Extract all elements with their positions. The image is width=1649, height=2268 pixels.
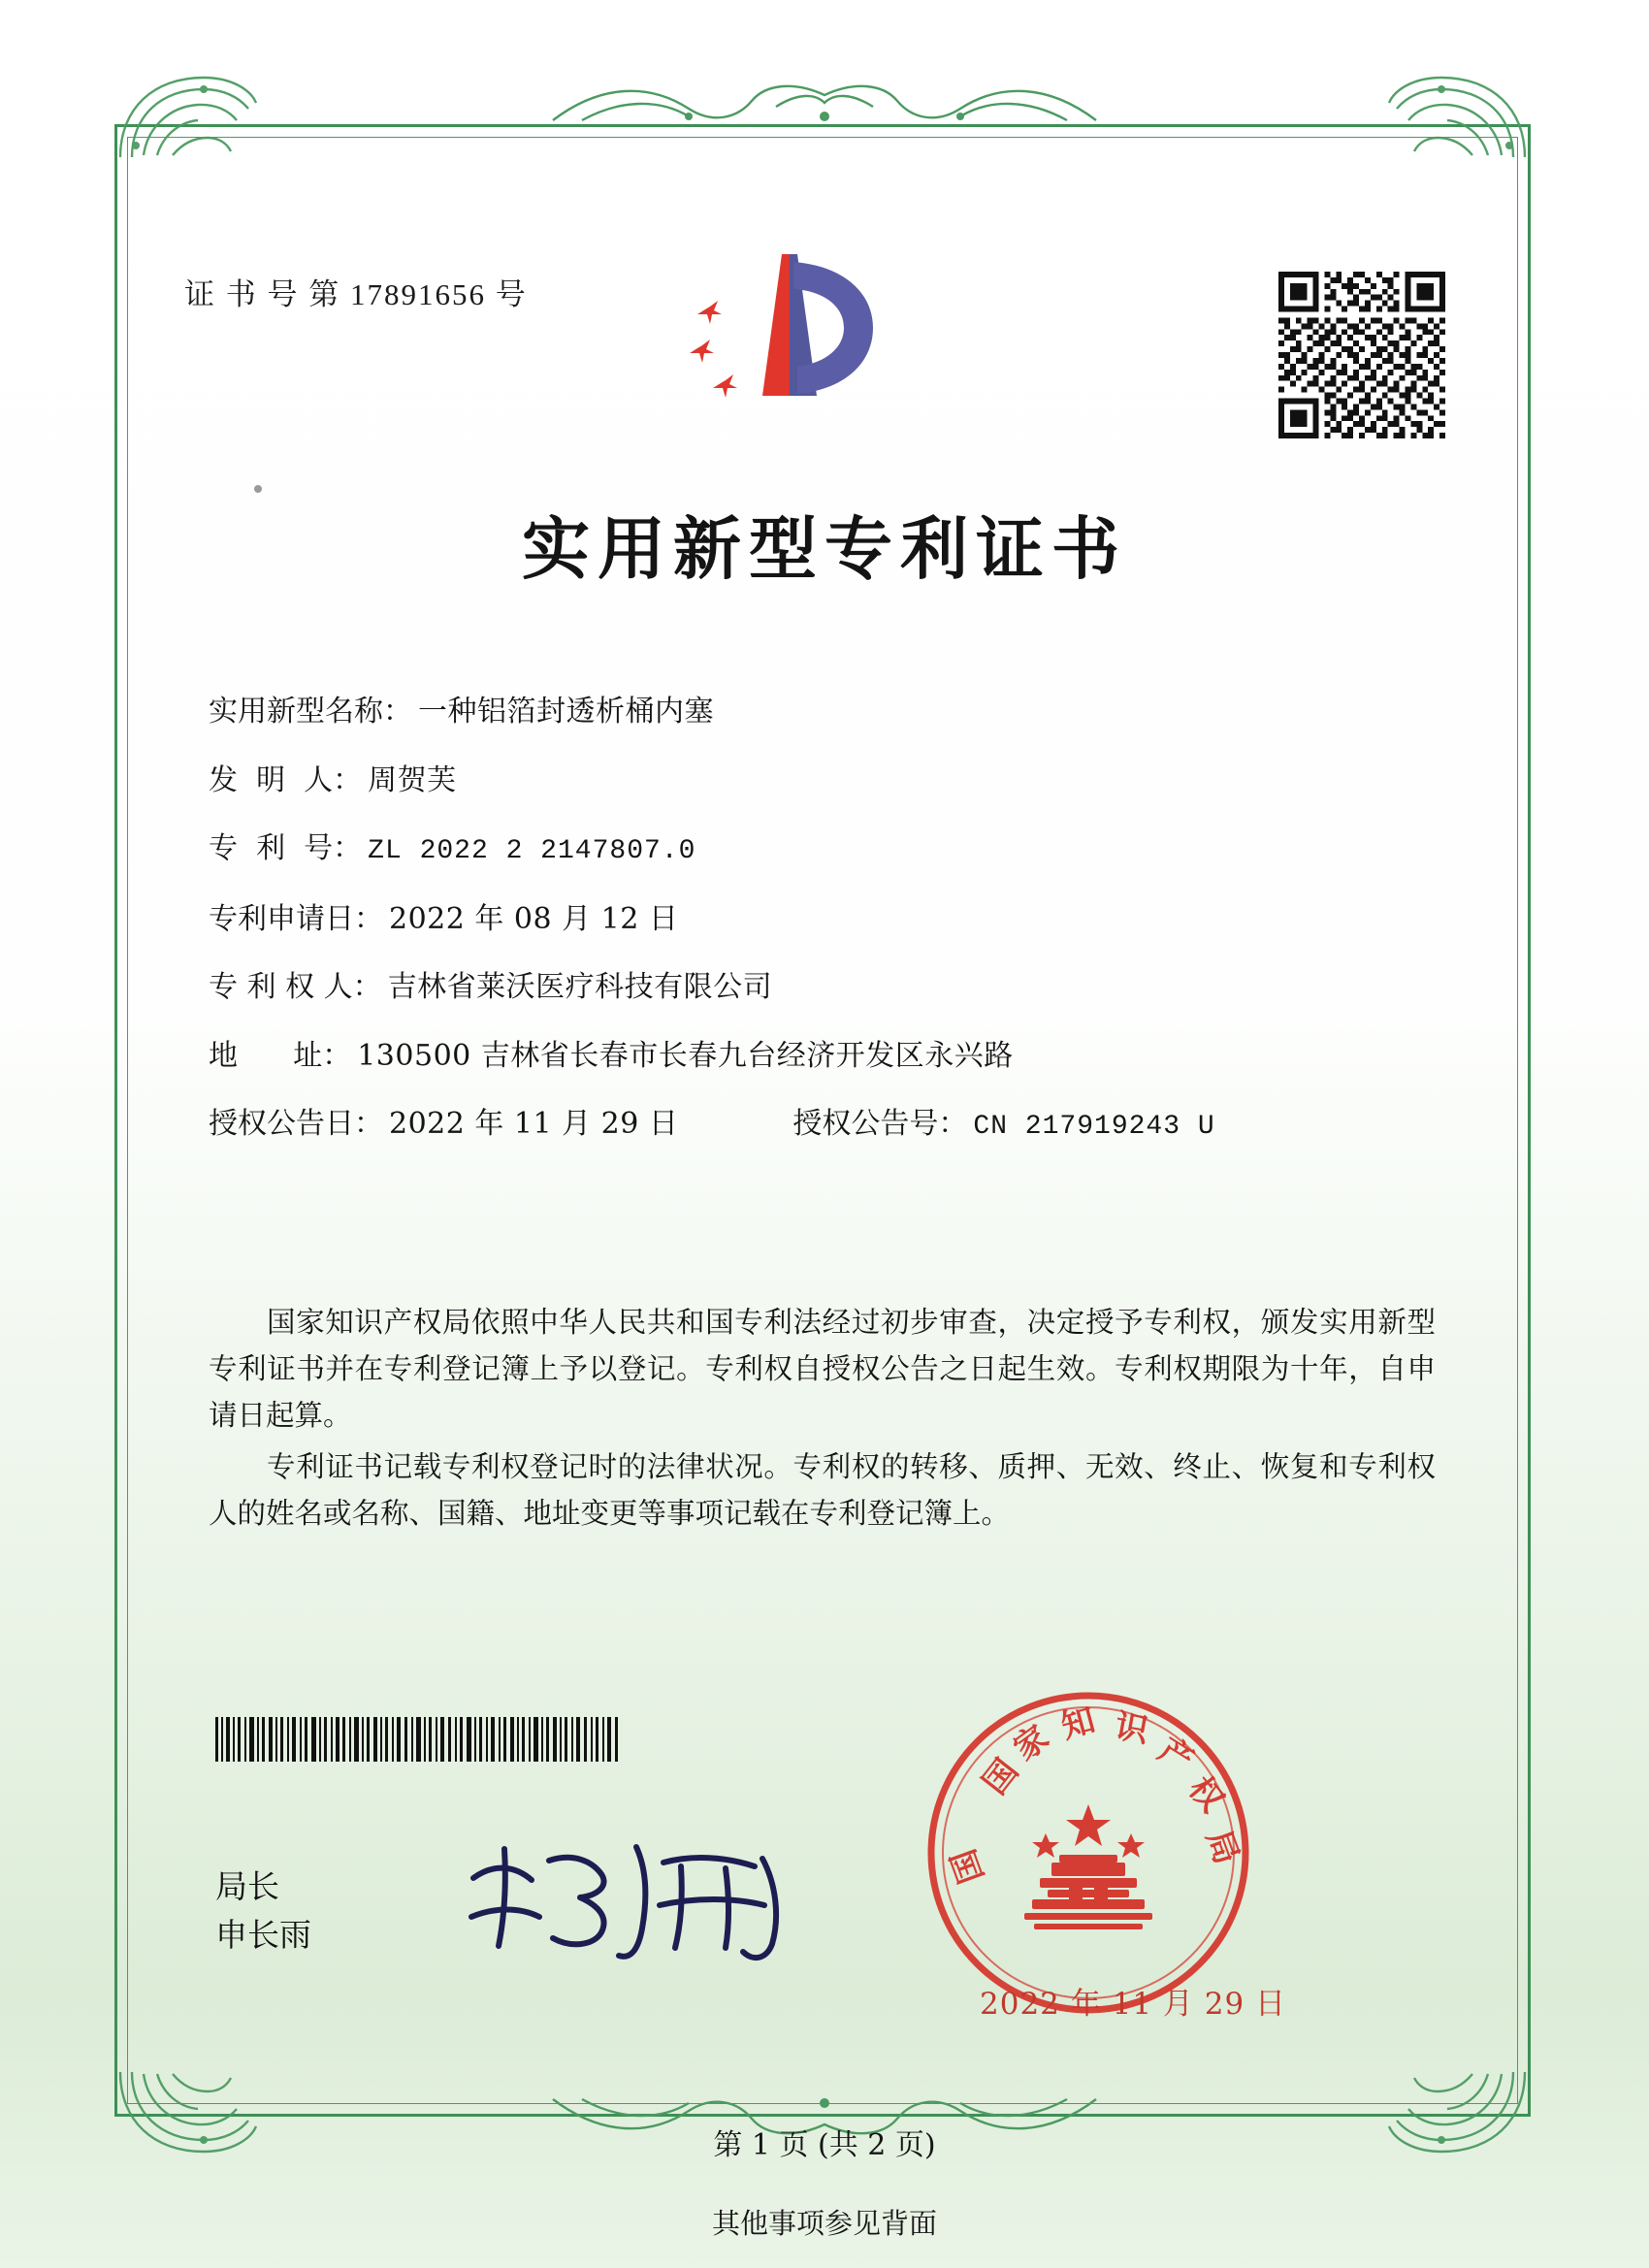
cnipa-logo-icon xyxy=(689,250,902,435)
handwritten-signature xyxy=(456,1824,824,1969)
svg-text:权: 权 xyxy=(1180,1769,1232,1820)
back-side-note: 其他事项参见背面 xyxy=(711,2207,937,2240)
legal-paragraph-2: 专利证书记载专利权登记时的法律状况。专利权的转移、质押、无效、终止、恢复和专利权人的姓名或名称、国籍、地址变更等事项记载在专利登记簿上。 xyxy=(209,1450,1436,1531)
field-list xyxy=(209,691,1431,1174)
certificate-number: 证 书 号 第 17891656 号 xyxy=(184,277,528,311)
field-label: 专利申请日： xyxy=(209,901,383,936)
page-title: 实用新型专利证书 xyxy=(522,508,1127,589)
page-number: 第 1 页 (共 2 页) xyxy=(713,2128,936,2162)
field-value: 吉林省莱沃医疗科技有限公司 xyxy=(387,970,773,1005)
field-row-patent-number xyxy=(209,827,1431,872)
barcode xyxy=(215,1717,623,1762)
field-label: 专 利 号： xyxy=(209,831,363,865)
corner-ornament-top-right xyxy=(1385,70,1531,163)
corner-ornament-top-left xyxy=(114,70,260,163)
field-row-address xyxy=(209,1035,1431,1078)
field-row-patentee xyxy=(209,966,1431,1009)
field-row-grant-announcement xyxy=(209,1103,1431,1148)
field-value: 130500 吉林省长春市长春九台经济开发区永兴路 xyxy=(357,1038,1014,1073)
field-value: 2022 年 08 月 12 日 xyxy=(389,901,679,936)
legal-text-block xyxy=(209,1300,1436,1543)
top-flourish-ornament xyxy=(543,74,1106,134)
legal-paragraph-1: 国家知识产权局依照中华人民共和国专利法经过初步审查，决定授予专利权，颁发实用新型专利证书并在专利登记簿上予以登记。专利权自授权公告之日起生效。专利权期限为十年，自申请日起算。 xyxy=(209,1306,1436,1432)
director-signature-label xyxy=(215,1863,311,1959)
field-row-utility-model-name xyxy=(209,691,1431,733)
qr-code xyxy=(1278,272,1445,438)
official-seal xyxy=(923,1688,1253,2018)
seal-date: 2022 年 11 月 29 日 xyxy=(980,1987,1287,2022)
director-name: 申长雨 xyxy=(215,1915,311,1954)
field-label: 实用新型名称： xyxy=(209,695,412,729)
grant-date-label: 授权公告日： xyxy=(209,1107,383,1142)
field-value: ZL 2022 2 2147807.0 xyxy=(368,836,696,866)
svg-text:国: 国 xyxy=(944,1843,992,1889)
svg-text:产: 产 xyxy=(1151,1730,1201,1781)
ink-mark xyxy=(254,485,262,493)
field-label: 发 明 人： xyxy=(209,762,363,797)
grant-number-value: CN 217919243 U xyxy=(973,1112,1215,1143)
grant-date-value: 2022 年 11 月 29 日 xyxy=(389,1107,679,1142)
field-label: 地 址： xyxy=(209,1038,352,1073)
field-row-inventor xyxy=(209,760,1431,802)
director-role: 局长 xyxy=(215,1867,279,1905)
field-row-application-date xyxy=(209,898,1431,941)
field-label: 专 利 权 人： xyxy=(209,970,382,1005)
grant-number-label: 授权公告号： xyxy=(792,1107,968,1142)
field-value: 一种铝箔封透析桶内塞 xyxy=(418,695,714,729)
svg-text:家: 家 xyxy=(1006,1717,1056,1769)
svg-text:局: 局 xyxy=(1198,1825,1246,1870)
field-value: 周贺芙 xyxy=(368,762,457,797)
svg-text:知: 知 xyxy=(1056,1701,1100,1747)
svg-text:国: 国 xyxy=(975,1752,1027,1802)
svg-text:识: 识 xyxy=(1112,1706,1151,1751)
